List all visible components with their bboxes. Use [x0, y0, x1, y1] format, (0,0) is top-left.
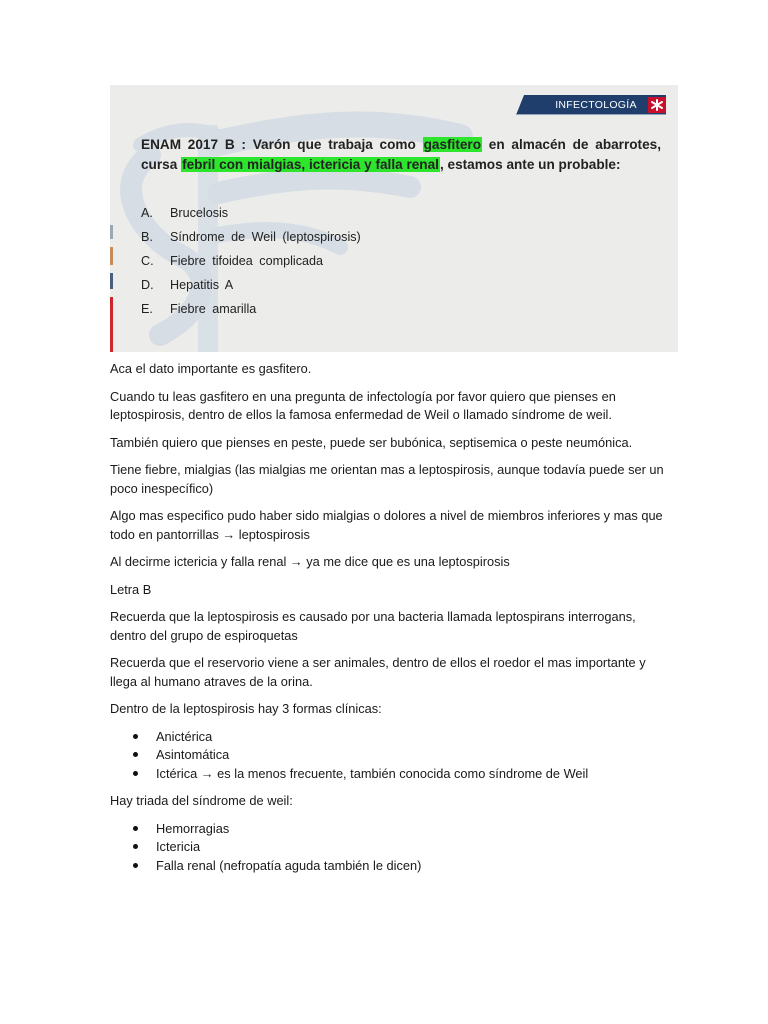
institution-logo-icon [648, 97, 666, 113]
paragraph: Recuerda que el reservorio viene a ser animales, dentro de ellos el roedor el mas importante y llega al humano atraves de la orina. [110, 655, 646, 689]
paragraph: Dentro de la leptospirosis hay 3 formas clínicas: [110, 701, 382, 717]
answer-letter: Letra B [110, 581, 152, 597]
question-text [141, 135, 661, 175]
question-line-2-start: cursa [141, 157, 182, 172]
paragraph: Recuerda que la leptospirosis es causado por una bacteria llamada leptospirans interrogans, dentro del grupo de espiroquetas [110, 609, 636, 643]
explanation-text [110, 360, 670, 884]
list-item: Ictérica → es la menos frecuente, también conocida como síndrome de Weil [110, 765, 670, 783]
question-line-1-end: en almacén de abarrotes, [482, 137, 661, 152]
question-line-1 [141, 135, 661, 155]
clinical-forms-list [110, 728, 670, 783]
list-item: Hemorragias [110, 820, 670, 838]
list-item: Ictericia [110, 838, 670, 856]
question-slide-image [110, 85, 678, 352]
question-line-2 [141, 155, 661, 175]
list-item: Anictérica [110, 728, 670, 746]
option-letter: B. [141, 230, 153, 244]
option-c [141, 251, 361, 275]
side-color-marks [110, 225, 113, 352]
option-letter: E. [141, 302, 153, 316]
option-letter: D. [141, 278, 154, 292]
option-text: Fiebre amarilla [170, 302, 257, 316]
paragraph: Hay triada del síndrome de weil: [110, 793, 293, 809]
weil-triad-list [110, 820, 670, 875]
paragraph: Cuando tu leas gasfitero en una pregunta de infectología por favor quiero que pienses en leptospirosis, dentro de ellos la famosa enfermedad de Weil o llamado síndrome de weil. [110, 388, 616, 422]
option-text: Síndrome de Weil (leptospirosis) [170, 230, 361, 244]
question-line-1-start: ENAM 2017 B : Varón que trabaja como [141, 137, 423, 152]
option-d [141, 275, 361, 299]
highlight-symptoms: febril con mialgias, ictericia y falla renal [182, 157, 439, 172]
list-item: Falla renal (nefropatía aguda también le dicen) [110, 857, 670, 875]
question-line-2-end: , estamos ante un probable: [439, 157, 621, 172]
list-item: Asintomática [110, 746, 670, 764]
option-text: Hepatitis A [170, 278, 234, 292]
paragraph: Al decirme ictericia y falla renal → ya me dice que es una leptospirosis [110, 554, 510, 570]
answer-options [141, 203, 361, 323]
option-b [141, 227, 361, 251]
category-label: INFECTOLOGÍA [555, 99, 637, 111]
option-a [141, 203, 361, 227]
highlight-gasfitero: gasfitero [423, 137, 482, 152]
option-letter: C. [141, 254, 154, 268]
option-e [141, 299, 361, 323]
option-text: Fiebre tifoidea complicada [170, 254, 324, 268]
paragraph: Tiene fiebre, mialgias (las mialgias me orientan mas a leptospirosis, aunque todavía puede ser un poco inespecífico) [110, 462, 664, 496]
option-text: Brucelosis [170, 206, 229, 220]
paragraph: También quiero que pienses en peste, puede ser bubónica, septisemica o peste neumónica. [110, 434, 633, 450]
paragraph: Aca el dato importante es gasfitero. [110, 361, 312, 376]
option-letter: A. [141, 206, 153, 220]
paragraph: Algo mas especifico pudo haber sido mialgias o dolores a nivel de miembros inferiores y mas que todo en pantorrillas → leptospirosis [110, 508, 663, 542]
